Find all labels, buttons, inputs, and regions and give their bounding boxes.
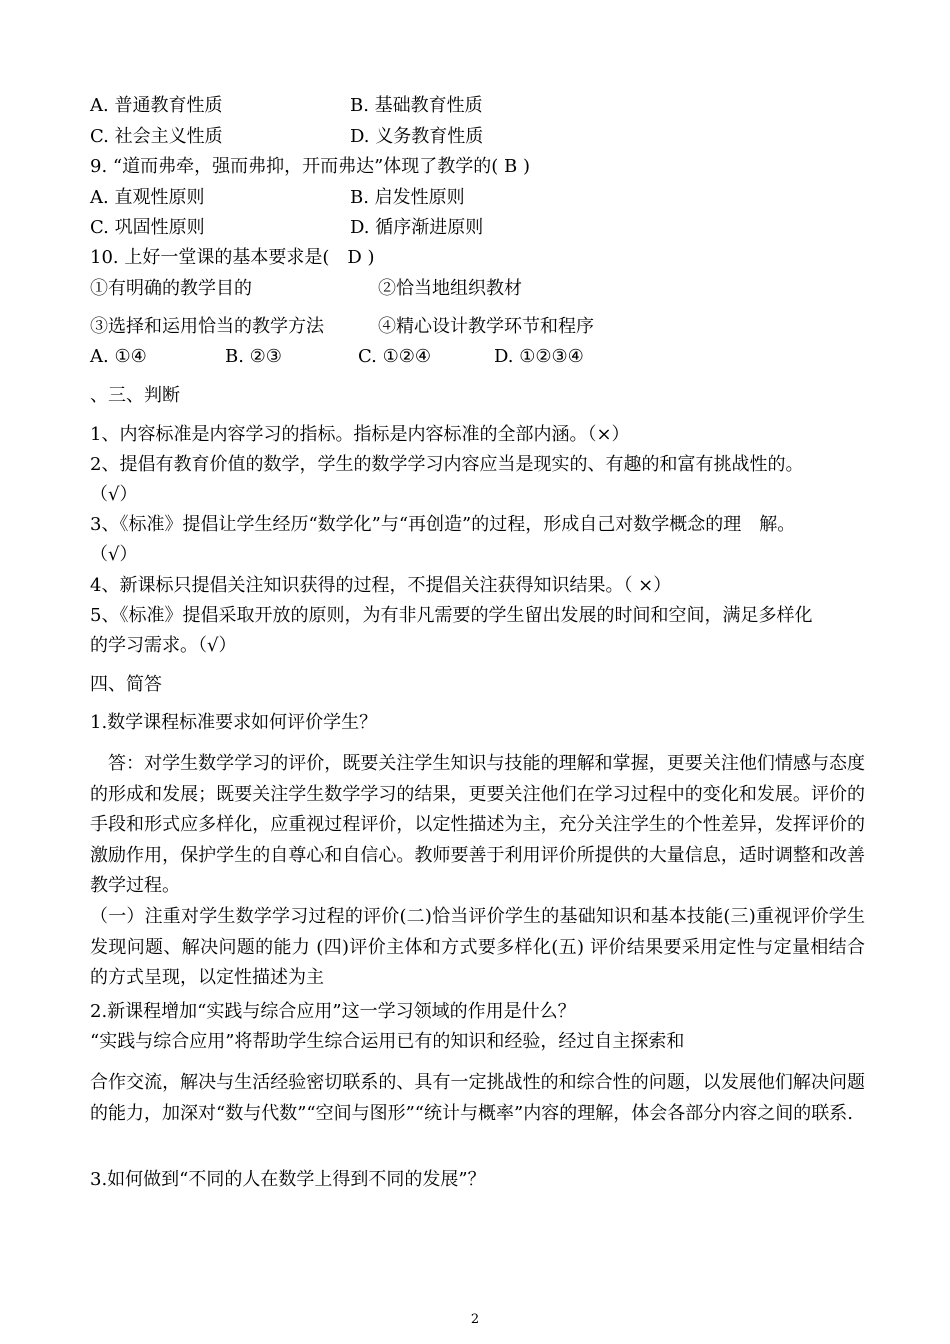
- judgement-1: 1、内容标准是内容学习的指标。指标是内容标准的全部内涵。（×）: [90, 424, 630, 445]
- judgement-2: 2、提倡有教育价值的数学，学生的数学学习内容应当是现实的、有趣的和富有挑战性的。: [90, 454, 804, 475]
- section-4-title: 四、简答: [90, 674, 162, 695]
- short-answer-a1: 答：对学生数学学习的评价，既要关注学生知识与技能的理解和掌握，更要关注他们情感与态度的形成和发展；既要关注学生数学学习的结果，更要关注他们在学习过程中的变化和发展。评价的手段和形式应多样化，应重视过程评价，以定性描述为主，充分关注学生的个性差异，发挥评价的激励作用，保护学生的自尊心和自信心。教师要善于利用评价所提供的大量信息，适时调整和改善教学过程。: [90, 753, 865, 896]
- judgement-2-mark: （√）: [90, 484, 138, 505]
- short-answer-q1: 1.数学课程标准要求如何评价学生？: [90, 712, 378, 733]
- short-answer-a2-line1: “实践与综合应用”将帮助学生综合运用已有的知识和经验，经过自主探索和: [90, 1031, 685, 1052]
- q8-option-a: A. 普通教育性质: [90, 95, 223, 116]
- q10-option-b: B. ②③: [225, 346, 282, 367]
- q10-option-a: A. ①④: [90, 346, 147, 367]
- q10-option-d: D. ①②③④: [494, 346, 584, 367]
- q9-option-d: D. 循序渐进原则: [350, 217, 484, 238]
- q10-item-3: ③选择和运用恰当的教学方法: [90, 316, 324, 337]
- q10-item-2: ②恰当地组织教材: [378, 278, 522, 299]
- q9-stem: 9. “道而弗牵，强而弗抑，开而弗达”体现了教学的( B ): [90, 156, 531, 177]
- q8-option-b: B. 基础教育性质: [350, 95, 483, 116]
- q10-item-1: ①有明确的教学目的: [90, 278, 252, 299]
- short-answer-a2: 合作交流，解决与生活经验密切联系的、具有一定挑战性的和综合性的问题，以发展他们解决问题的能力，加深对“数与代数”“空间与图形”“统计与概率”内容的理解，体会各部分内容之间的联系.: [90, 1072, 865, 1124]
- page-number: 2: [470, 1312, 480, 1327]
- q10-option-c: C. ①②④: [358, 346, 431, 367]
- judgement-5-cont: 的学习需求。（√）: [90, 635, 237, 656]
- q9-option-b: B. 启发性原则: [350, 187, 465, 208]
- q8-option-d: D. 义务教育性质: [350, 126, 484, 147]
- q9-option-c: C. 巩固性原则: [90, 217, 205, 238]
- short-answer-q3: 3.如何做到“不同的人在数学上得到不同的发展”？: [90, 1169, 486, 1190]
- q9-option-a: A. 直观性原则: [90, 187, 205, 208]
- q8-option-c: C. 社会主义性质: [90, 126, 223, 147]
- judgement-3-mark: （√）: [90, 544, 138, 565]
- judgement-5: 5、《标准》提倡采取开放的原则，为有非凡需要的学生留出发展的时间和空间，满足多样化: [90, 605, 813, 626]
- q10-item-4: ④精心设计教学环节和程序: [378, 316, 594, 337]
- judgement-4: 4、新课标只提倡关注知识获得的过程，不提倡关注获得知识结果。（ ×）: [90, 575, 672, 596]
- short-answer-q2: 2.新课程增加“实践与综合应用”这一学习领域的作用是什么？: [90, 1001, 576, 1022]
- short-answer-a1-points: （一）注重对学生数学学习过程的评价(二)恰当评价学生的基础知识和基本技能(三)重视评价学生发现问题、解决问题的能力 (四)评价主体和方式要多样化(五) 评价结果要采用定性与定量相结合的方式呈现，以定性描述为主: [90, 906, 865, 988]
- section-3-title: 、三、判断: [90, 385, 180, 406]
- q10-stem: 10. 上好一堂课的基本要求是( D ): [90, 247, 375, 268]
- judgement-3: 3、《标准》提倡让学生经历“数学化”与“再创造”的过程，形成自己对数学概念的理 解。: [90, 514, 796, 535]
